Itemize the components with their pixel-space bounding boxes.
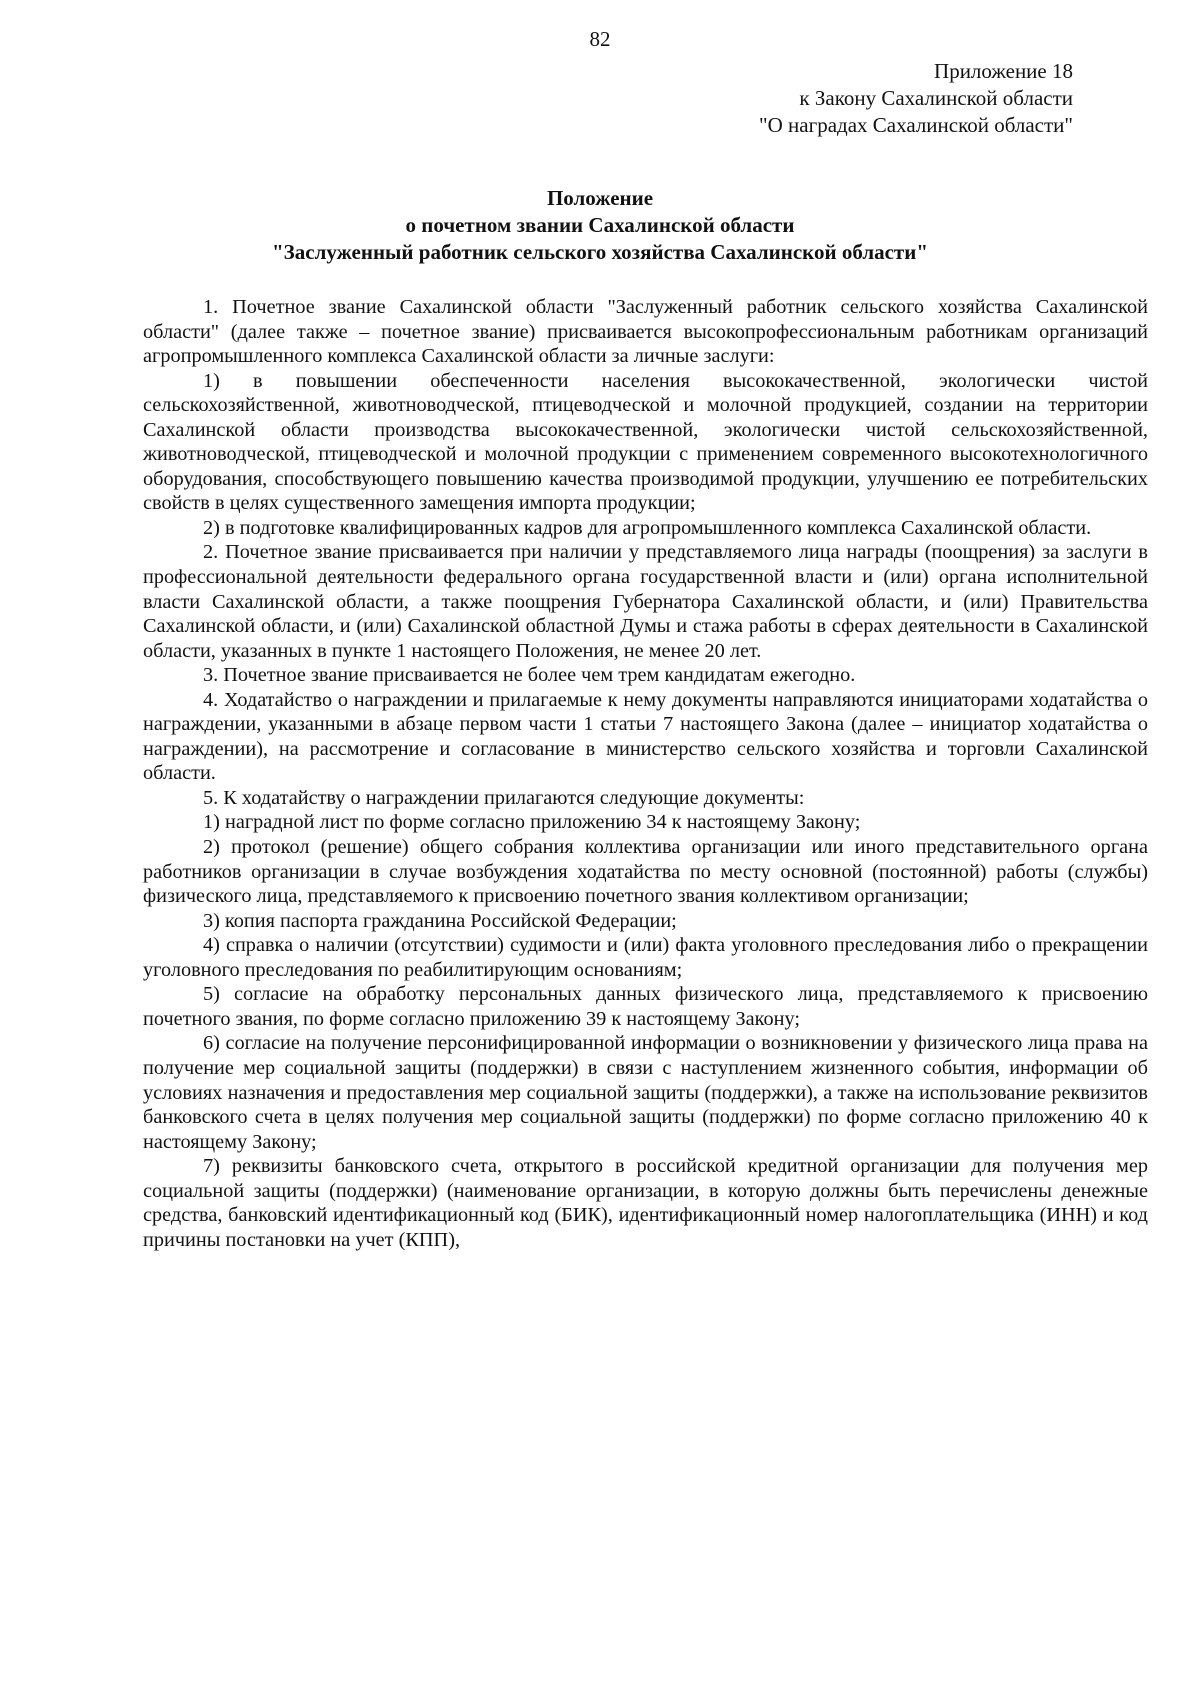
appendix-line-1: Приложение 18 — [934, 59, 1073, 83]
document-title — [0, 185, 1200, 266]
page-number: 82 — [589, 27, 611, 51]
paragraph: 2) протокол (решение) общего собрания коллектива организации или иного представительного органа работников организации в случае возбуждения ходатайства по месту основной (постоянной) работы (службы) физического лица, представляемого к присвоению почетного звания коллективом организации; — [143, 836, 1148, 908]
paragraph: 4) справка о наличии (отсутствии) судимости и (или) факта уголовного преследования либо о прекращении уголовного преследования по реабилитирующим основаниям; — [143, 934, 1148, 981]
paragraph: 5. К ходатайству о награждении прилагаются следующие документы: — [203, 786, 805, 809]
title-line-3: "Заслуженный работник сельского хозяйства Сахалинской области" — [272, 240, 928, 264]
appendix-line-3: "О наградах Сахалинской области" — [759, 113, 1073, 137]
paragraph: 4. Ходатайство о награждении и прилагаемые к нему документы направляются инициаторами ходатайства о награждении, указанными в абзаце первом части 1 статьи 7 настоящего Закона (далее – инициатор ходатайства о награждении), на рассмотрение и согласование в министерство сельского хозяйства и торговли Сахалинской области. — [143, 688, 1148, 785]
appendix-header — [759, 58, 1073, 139]
paragraph: 2) в подготовке квалифицированных кадров для агропромышленного комплекса Сахалинской области. — [203, 516, 1092, 539]
paragraph: 2. Почетное звание присваивается при наличии у представляемого лица награды (поощрения) за заслуги в профессиональной деятельности федерального органа государственной власти и (или) органа исполнительной власти Сахалинской области, а также поощрения Губернатора Сахалинской области, и (или) Правительства Сахалинской области, и (или) Сахалинской областной Думы и стажа работы в сферах деятельности в Сахалинской области, указанных в пункте 1 настоящего Положения, не менее 20 лет. — [143, 541, 1148, 662]
document-body — [143, 295, 1148, 1252]
title-line-1: Положение — [546, 186, 654, 210]
paragraph: 3) копия паспорта гражданина Российской Федерации; — [203, 909, 677, 932]
appendix-line-2: к Закону Сахалинской области — [799, 86, 1073, 110]
paragraph: 1) наградной лист по форме согласно приложению 34 к настоящему Закону; — [203, 811, 861, 834]
paragraph: 7) реквизиты банковского счета, открытого в российской кредитной организации для получения мер социальной защиты (поддержки) (наименование организации, в которую должны быть перечислены денежные средства, банковский идентификационный код (БИК), идентификационный номер налогоплательщика (ИНН) и код причины постановки на учет (КПП), — [143, 1155, 1148, 1251]
paragraph: 6) согласие на получение персонифицированной информации о возникновении у физического лица права на получение мер социальной защиты (поддержки) в связи с наступлением жизненного события, информации об условиях назначения и предоставления мер социальной защиты (поддержки), а также на использование реквизитов банковского счета в целях получения мер социальной защиты (поддержки) по форме согласно приложению 40 к настоящему Закону; — [143, 1032, 1148, 1153]
title-line-2: о почетном звании Сахалинской области — [405, 213, 795, 237]
paragraph: 1. Почетное звание Сахалинской области "Заслуженный работник сельского хозяйства Сахалинской области" (далее также – почетное звание) присваивается высокопрофессиональным работникам организаций агропромышленного комплекса Сахалинской области за личные заслуги: — [143, 296, 1148, 368]
paragraph: 3. Почетное звание присваивается не более чем трем кандидатам ежегодно. — [203, 664, 856, 687]
paragraph: 1) в повышении обеспеченности населения высококачественной, экологически чистой сельскохозяйственной, животноводческой, птицеводческой и молочной продукцией, создании на территории Сахалинской области производства высококачественной, экологически чистой сельскохозяйственной, животноводческой, птицеводческой и молочной продукции с применением современного высокотехнологичного оборудования, способствующего повышению качества производимой продукции, улучшению ее потребительских свойств в целях существенного замещения импорта продукции; — [143, 369, 1148, 515]
paragraph: 5) согласие на обработку персональных данных физического лица, представляемого к присвоению почетного звания, по форме согласно приложению 39 к настоящему Закону; — [143, 983, 1148, 1030]
